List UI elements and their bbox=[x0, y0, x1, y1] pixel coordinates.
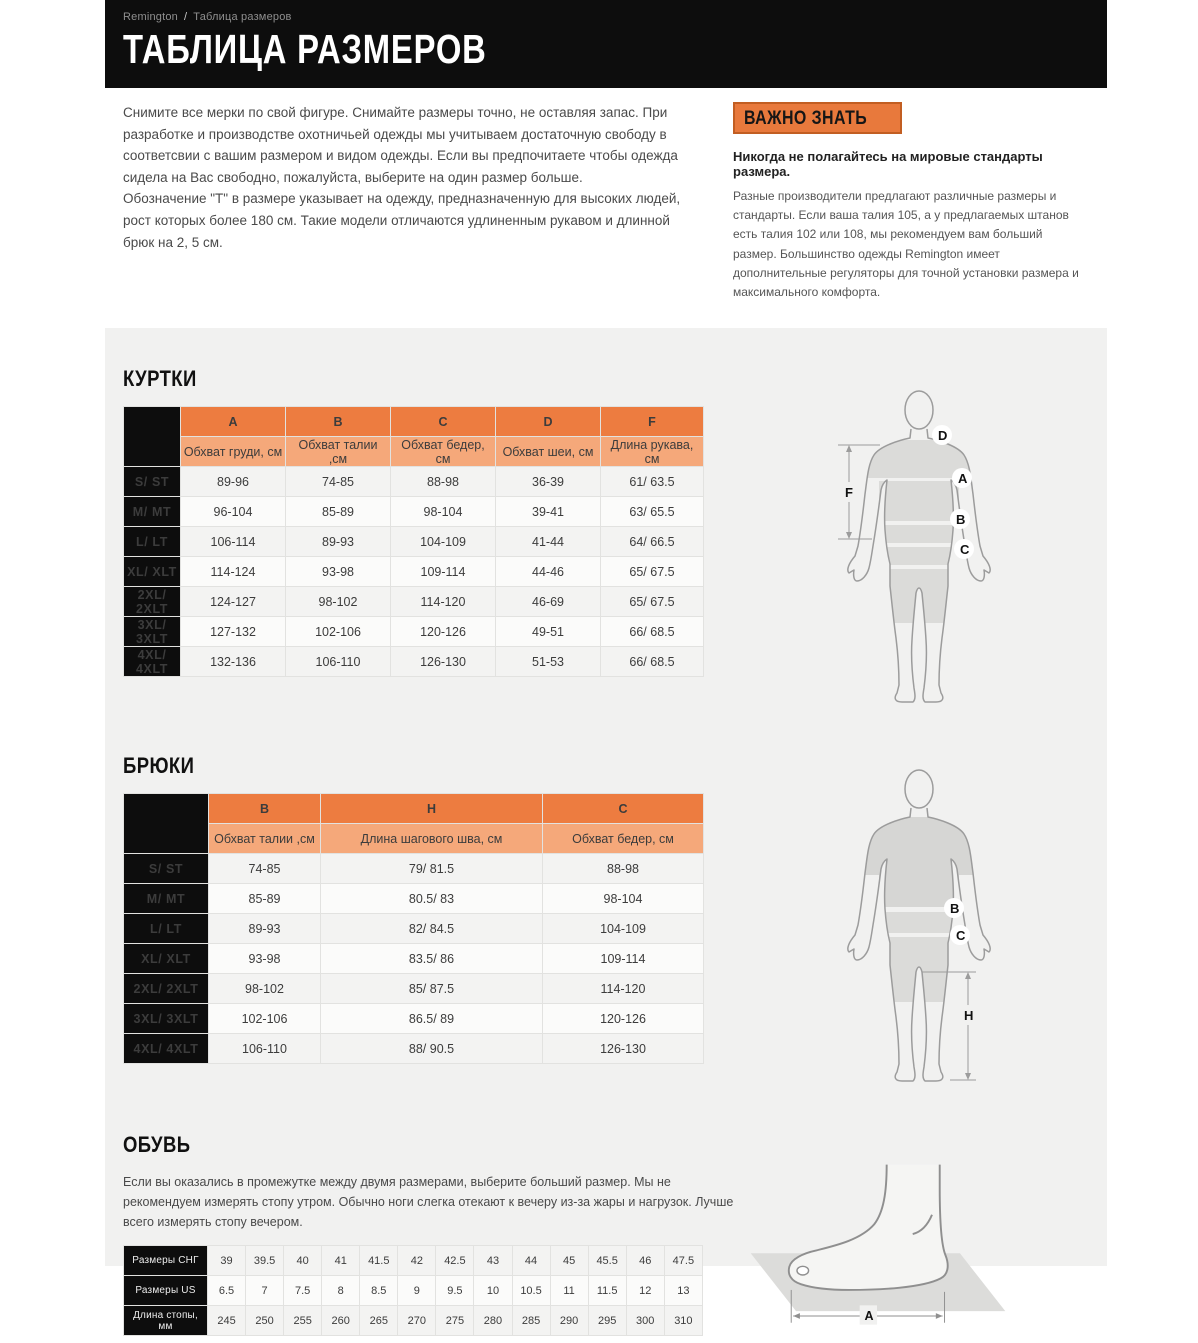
value-cell: 65/ 67.5 bbox=[601, 587, 704, 617]
table-row bbox=[124, 944, 704, 974]
value-cell: 245 bbox=[208, 1306, 246, 1336]
value-cell: 114-124 bbox=[181, 557, 286, 587]
value-cell: 41-44 bbox=[496, 527, 601, 557]
pants-section bbox=[123, 755, 1089, 1092]
column-header: Длина рукава, см bbox=[601, 437, 704, 467]
value-cell: 43 bbox=[474, 1246, 512, 1276]
shoes-section bbox=[123, 1134, 1089, 1343]
breadcrumb-current-link[interactable]: Таблица размеров bbox=[193, 11, 292, 23]
label-foot-length: A bbox=[864, 1308, 874, 1323]
value-cell: 98-104 bbox=[543, 884, 704, 914]
value-cell: 66/ 68.5 bbox=[601, 647, 704, 677]
value-cell: 61/ 63.5 bbox=[601, 467, 704, 497]
table-row bbox=[124, 617, 704, 647]
value-cell: 44-46 bbox=[496, 557, 601, 587]
intro-text bbox=[123, 102, 695, 302]
value-cell: 290 bbox=[550, 1306, 588, 1336]
label-hips: C bbox=[956, 928, 966, 944]
row-label: L/ LT bbox=[124, 914, 209, 944]
shoes-table-body bbox=[124, 1246, 703, 1336]
table-row bbox=[124, 587, 704, 617]
value-cell: 114-120 bbox=[543, 974, 704, 1004]
column-letter: A bbox=[181, 407, 286, 437]
row-label: L/ LT bbox=[124, 527, 181, 557]
intro-paragraph-1: Снимите все мерки по свой фигуре. Снимайте размеры точно, не оставляя запас. При разработке и производстве охотничьей одежды мы учитываем достаточную свободу в соответсвии с вашим размером и видом одежды. Если вы предпочитаете чтобы одежда сидела на Вас свободно, пожалуйста, выберите на один размер больше. bbox=[123, 105, 678, 185]
value-cell: 49-51 bbox=[496, 617, 601, 647]
label-waist: B bbox=[956, 512, 966, 528]
value-cell: 41.5 bbox=[360, 1246, 398, 1276]
row-label: M/ MT bbox=[124, 884, 209, 914]
jackets-body-diagram bbox=[819, 388, 1019, 708]
value-cell: 114-120 bbox=[391, 587, 496, 617]
value-cell: 104-109 bbox=[391, 527, 496, 557]
column-header: Обхват груди, см bbox=[181, 437, 286, 467]
value-cell: 126-130 bbox=[543, 1034, 704, 1064]
toe-detail bbox=[797, 1266, 809, 1275]
table-row bbox=[124, 884, 704, 914]
table-corner-cell bbox=[124, 407, 181, 467]
row-label: 4XL/ 4XLT bbox=[124, 1034, 209, 1064]
value-cell: 89-93 bbox=[286, 527, 391, 557]
value-cell: 250 bbox=[246, 1306, 284, 1336]
value-cell: 85-89 bbox=[286, 497, 391, 527]
value-cell: 83.5/ 86 bbox=[321, 944, 543, 974]
pants-body-diagram bbox=[819, 767, 1019, 1087]
value-cell: 9.5 bbox=[436, 1276, 474, 1306]
value-cell: 89-96 bbox=[181, 467, 286, 497]
column-letter: C bbox=[391, 407, 496, 437]
value-cell: 47.5 bbox=[664, 1246, 702, 1276]
pants-heading: БРЮКИ bbox=[123, 753, 195, 779]
row-label: XL/ XLT bbox=[124, 557, 181, 587]
figure-head bbox=[905, 770, 933, 808]
value-cell: 46 bbox=[626, 1246, 664, 1276]
value-cell: 66/ 68.5 bbox=[601, 617, 704, 647]
jackets-section bbox=[123, 368, 1089, 713]
value-cell: 270 bbox=[398, 1306, 436, 1336]
pants-letter-row bbox=[124, 794, 704, 824]
value-cell: 79/ 81.5 bbox=[321, 854, 543, 884]
value-cell: 102-106 bbox=[209, 1004, 321, 1034]
table-row bbox=[124, 1276, 703, 1306]
value-cell: 40 bbox=[284, 1246, 322, 1276]
row-label: 4XL/ 4XLT bbox=[124, 647, 181, 677]
jackets-heading: КУРТКИ bbox=[123, 366, 197, 392]
row-label: S/ ST bbox=[124, 854, 209, 884]
row-label: XL/ XLT bbox=[124, 944, 209, 974]
row-label: Размеры СНГ bbox=[124, 1246, 208, 1276]
table-row bbox=[124, 854, 704, 884]
row-label: Размеры US bbox=[124, 1276, 208, 1306]
shoes-heading: ОБУВЬ bbox=[123, 1132, 191, 1158]
value-cell: 74-85 bbox=[209, 854, 321, 884]
shoes-figure bbox=[743, 1158, 1013, 1343]
value-cell: 98-102 bbox=[286, 587, 391, 617]
value-cell: 102-106 bbox=[286, 617, 391, 647]
value-cell: 10.5 bbox=[512, 1276, 550, 1306]
row-label: 2XL/ 2XLT bbox=[124, 974, 209, 1004]
shoes-note: Если вы оказались в промежутке между двумя размерами, выберите больший размер. Мы не рекомендуем измерять стопу утром. Обычно ноги слегка отекают к вечеру из-за жары и нагрузок. Лучше всего измерять стопу вечером. bbox=[123, 1175, 734, 1230]
value-cell: 82/ 84.5 bbox=[321, 914, 543, 944]
pants-shaded-bands bbox=[854, 817, 984, 1002]
value-cell: 7.5 bbox=[284, 1276, 322, 1306]
value-cell: 7 bbox=[246, 1276, 284, 1306]
table-row bbox=[124, 527, 704, 557]
page-title: ТАБЛИЦА РАЗМЕРОВ bbox=[123, 26, 487, 72]
table-row bbox=[124, 467, 704, 497]
label-neck: D bbox=[938, 428, 948, 444]
value-cell: 88-98 bbox=[391, 467, 496, 497]
table-row bbox=[124, 1246, 703, 1276]
table-row bbox=[124, 647, 704, 677]
figure-head bbox=[905, 391, 933, 429]
table-row bbox=[124, 497, 704, 527]
value-cell: 8 bbox=[322, 1276, 360, 1306]
value-cell: 46-69 bbox=[496, 587, 601, 617]
pants-measure-row bbox=[124, 824, 704, 854]
breadcrumb-home-link[interactable]: Remington bbox=[123, 11, 178, 23]
value-cell: 127-132 bbox=[181, 617, 286, 647]
row-label: 2XL/ 2XLT bbox=[124, 587, 181, 617]
intro-paragraph-2: Обозначение "Т" в размере указывает на одежду, предназначенную для высоких людей, рост которых более 180 см. Такие модели отличаются удлиненным рукавом и длинной брюк на 2, 5 см. bbox=[123, 191, 681, 250]
value-cell: 45 bbox=[550, 1246, 588, 1276]
important-text: Разные производители предлагают различные размеры и стандарты. Если ваша талия 105, а у предлагаемых штанов есть талия 102 или 108, мы рекомендуем вам больший размер. Большинство одежды Remington имеет дополнительные регуляторы для точной установки размера и максимального комфорта. bbox=[733, 189, 1079, 299]
value-cell: 265 bbox=[360, 1306, 398, 1336]
jackets-table-body bbox=[124, 467, 704, 677]
value-cell: 36-39 bbox=[496, 467, 601, 497]
value-cell: 109-114 bbox=[543, 944, 704, 974]
value-cell: 295 bbox=[588, 1306, 626, 1336]
value-cell: 109-114 bbox=[391, 557, 496, 587]
value-cell: 8.5 bbox=[360, 1276, 398, 1306]
value-cell: 39 bbox=[208, 1246, 246, 1276]
important-block bbox=[733, 102, 1089, 302]
table-corner-cell bbox=[124, 794, 209, 854]
value-cell: 39.5 bbox=[246, 1246, 284, 1276]
value-cell: 10 bbox=[474, 1276, 512, 1306]
value-cell: 88/ 90.5 bbox=[321, 1034, 543, 1064]
foot-diagram bbox=[743, 1158, 1013, 1338]
value-cell: 64/ 66.5 bbox=[601, 527, 704, 557]
table-row bbox=[124, 914, 704, 944]
value-cell: 120-126 bbox=[543, 1004, 704, 1034]
size-charts-panel bbox=[105, 328, 1107, 1332]
value-cell: 93-98 bbox=[209, 944, 321, 974]
column-header: Обхват бедер, см bbox=[391, 437, 496, 467]
value-cell: 80.5/ 83 bbox=[321, 884, 543, 914]
value-cell: 280 bbox=[474, 1306, 512, 1336]
value-cell: 285 bbox=[512, 1306, 550, 1336]
column-header: Обхват бедер, см bbox=[543, 824, 704, 854]
value-cell: 6.5 bbox=[208, 1276, 246, 1306]
value-cell: 124-127 bbox=[181, 587, 286, 617]
row-label: M/ MT bbox=[124, 497, 181, 527]
table-row bbox=[124, 557, 704, 587]
value-cell: 300 bbox=[626, 1306, 664, 1336]
value-cell: 74-85 bbox=[286, 467, 391, 497]
value-cell: 106-110 bbox=[209, 1034, 321, 1064]
jackets-size-table bbox=[123, 406, 704, 677]
column-letter: B bbox=[209, 794, 321, 824]
pants-size-table bbox=[123, 793, 704, 1064]
column-header: Длина шагового шва, см bbox=[321, 824, 543, 854]
jackets-shaded-bands bbox=[854, 440, 984, 623]
value-cell: 310 bbox=[664, 1306, 702, 1336]
column-letter: H bbox=[321, 794, 543, 824]
intro-section bbox=[105, 88, 1107, 302]
value-cell: 275 bbox=[436, 1306, 474, 1336]
value-cell: 126-130 bbox=[391, 647, 496, 677]
breadcrumb bbox=[123, 11, 1107, 23]
column-header: Обхват шеи, см bbox=[496, 437, 601, 467]
value-cell: 51-53 bbox=[496, 647, 601, 677]
label-inseam: H bbox=[964, 1008, 974, 1024]
value-cell: 11 bbox=[550, 1276, 588, 1306]
value-cell: 44 bbox=[512, 1246, 550, 1276]
row-label: 3XL/ 3XLT bbox=[124, 1004, 209, 1034]
table-row bbox=[124, 1034, 704, 1064]
table-row bbox=[124, 974, 704, 1004]
pants-table-body bbox=[124, 854, 704, 1064]
value-cell: 45.5 bbox=[588, 1246, 626, 1276]
value-cell: 106-114 bbox=[181, 527, 286, 557]
important-badge: ВАЖНО ЗНАТЬ bbox=[733, 102, 902, 134]
shoes-size-table bbox=[123, 1245, 703, 1336]
label-hips: C bbox=[960, 542, 970, 558]
value-cell: 41 bbox=[322, 1246, 360, 1276]
value-cell: 42 bbox=[398, 1246, 436, 1276]
jackets-letter-row bbox=[124, 407, 704, 437]
value-cell: 93-98 bbox=[286, 557, 391, 587]
value-cell: 85-89 bbox=[209, 884, 321, 914]
table-row bbox=[124, 1004, 704, 1034]
value-cell: 89-93 bbox=[209, 914, 321, 944]
page-container bbox=[105, 0, 1107, 1332]
label-waist: B bbox=[950, 901, 960, 917]
value-cell: 85/ 87.5 bbox=[321, 974, 543, 1004]
column-header: Обхват талии ,см bbox=[286, 437, 391, 467]
value-cell: 65/ 67.5 bbox=[601, 557, 704, 587]
column-header: Обхват талии ,см bbox=[209, 824, 321, 854]
important-subtitle: Никогда не полагайтесь на мировые стандарты размера. bbox=[733, 149, 1043, 179]
column-letter: F bbox=[601, 407, 704, 437]
value-cell: 42.5 bbox=[436, 1246, 474, 1276]
breadcrumb-separator: / bbox=[184, 11, 188, 23]
value-cell: 11.5 bbox=[588, 1276, 626, 1306]
label-chest: A bbox=[958, 471, 968, 487]
row-label: Длина стопы, мм bbox=[124, 1306, 208, 1336]
jackets-measure-row bbox=[124, 437, 704, 467]
column-letter: D bbox=[496, 407, 601, 437]
value-cell: 88-98 bbox=[543, 854, 704, 884]
column-letter: C bbox=[543, 794, 704, 824]
column-letter: B bbox=[286, 407, 391, 437]
row-label: S/ ST bbox=[124, 467, 181, 497]
value-cell: 63/ 65.5 bbox=[601, 497, 704, 527]
value-cell: 9 bbox=[398, 1276, 436, 1306]
pants-figure bbox=[819, 767, 1019, 1092]
value-cell: 255 bbox=[284, 1306, 322, 1336]
label-sleeve: F bbox=[845, 485, 853, 501]
row-label: 3XL/ 3XLT bbox=[124, 617, 181, 647]
value-cell: 98-104 bbox=[391, 497, 496, 527]
value-cell: 260 bbox=[322, 1306, 360, 1336]
value-cell: 120-126 bbox=[391, 617, 496, 647]
jackets-figure bbox=[819, 388, 1019, 713]
value-cell: 13 bbox=[664, 1276, 702, 1306]
value-cell: 86.5/ 89 bbox=[321, 1004, 543, 1034]
value-cell: 96-104 bbox=[181, 497, 286, 527]
table-row bbox=[124, 1306, 703, 1336]
page-header bbox=[105, 0, 1107, 88]
value-cell: 39-41 bbox=[496, 497, 601, 527]
value-cell: 132-136 bbox=[181, 647, 286, 677]
value-cell: 12 bbox=[626, 1276, 664, 1306]
value-cell: 104-109 bbox=[543, 914, 704, 944]
value-cell: 98-102 bbox=[209, 974, 321, 1004]
value-cell: 106-110 bbox=[286, 647, 391, 677]
